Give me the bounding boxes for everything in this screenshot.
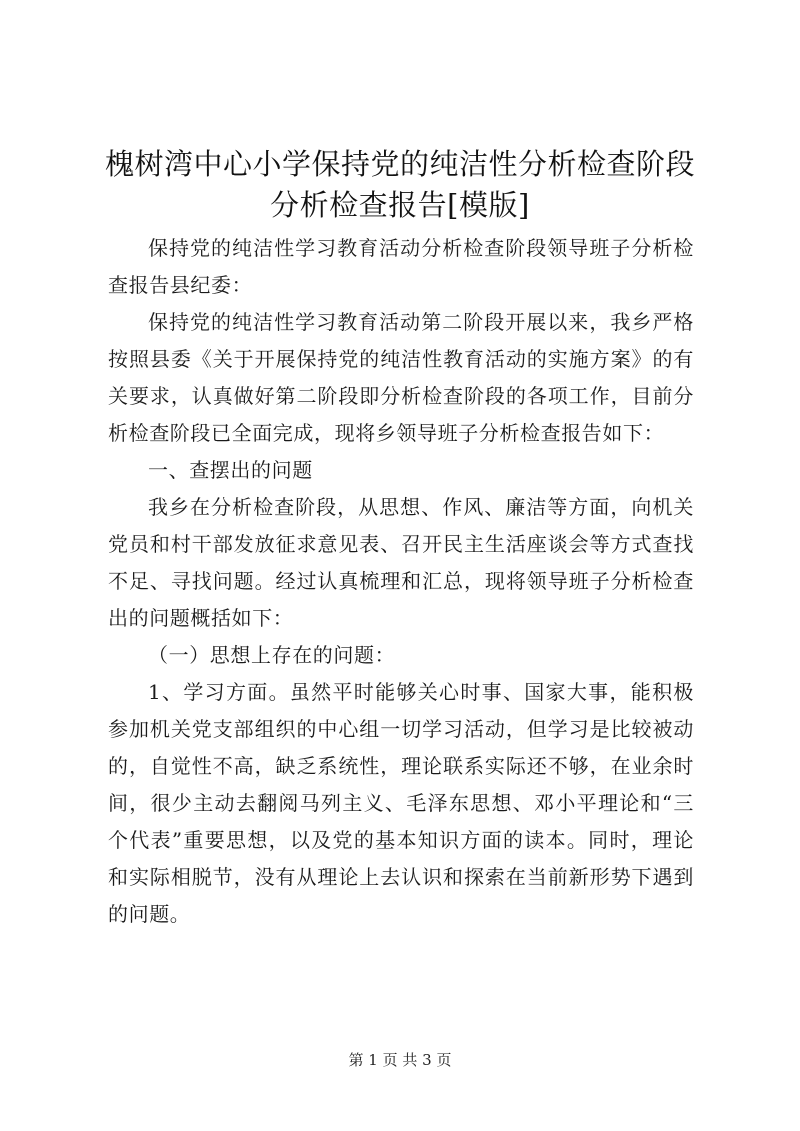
document-title-line-1: 槐树湾中心小学保持党的纯洁性分析检查阶段	[104, 147, 695, 181]
document-body	[108, 230, 694, 933]
paragraph-intro: 保持党的纯洁性学习教育活动分析检查阶段领导班子分析检查报告县纪委：	[108, 236, 694, 297]
subsection-heading-ideology: （一）思想上存在的问题：	[148, 643, 396, 667]
paragraph-study-issues: 1、学习方面。虽然平时能够关心时事、国家大事，能积极参加机关党支部组织的中心组一切学习活动，但学习是比较被动的，自觉性不高，缺乏系统性，理论联系实际还不够，在业余时间，很少主动去翻阅马列主义、毛泽东思想、邓小平理论和“三个代表”重要思想，以及党的基本知识方面的读本。同时，理论和实际相脱节，没有从理论上去认识和探索在当前新形势下遇到的问题。	[108, 680, 694, 926]
paragraph-problem-overview: 我乡在分析检查阶段，从思想、作风、廉洁等方面，向机关党员和村干部发放征求意见表、召开民主生活座谈会等方式查找不足、寻找问题。经过认真梳理和汇总，现将领导班子分析检查出的问题概括如下：	[108, 495, 694, 630]
page-footer	[0, 1050, 800, 1070]
section-heading-problems: 一、查摆出的问题	[148, 458, 313, 482]
page-number-label: 第 1 页 共 3 页	[348, 1051, 452, 1069]
paragraph-background: 保持党的纯洁性学习教育活动第二阶段开展以来，我乡严格按照县委《关于开展保持党的纯洁性教育活动的实施方案》的有关要求，认真做好第二阶段即分析检查阶段的各项工作，目前分析检查阶段已全面完成，现将乡领导班子分析检查报告如下：	[108, 310, 694, 445]
document-title-line-2: 分析检查报告[模版]	[270, 188, 530, 222]
